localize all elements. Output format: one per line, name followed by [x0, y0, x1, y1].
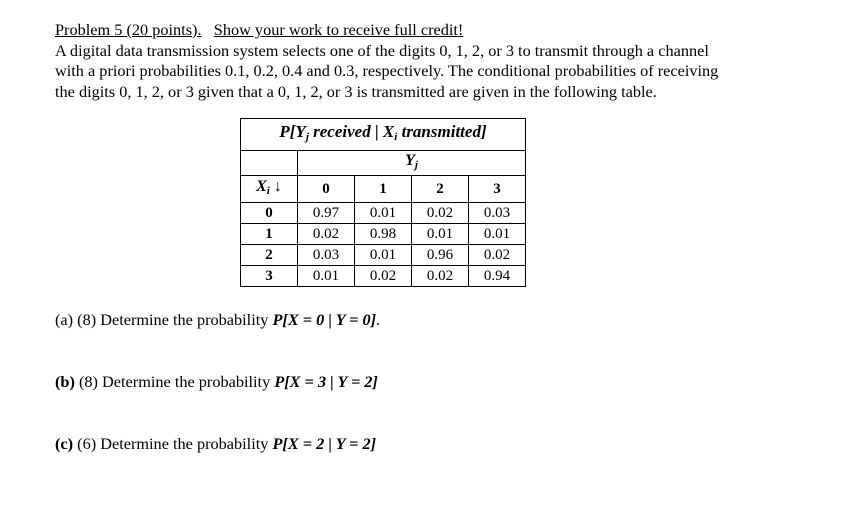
table-title: $P[Y_j$ received | $X_i$ transmitted]	[241, 119, 526, 151]
table-column-header: 2	[412, 176, 469, 203]
question-label: (b)	[55, 372, 75, 391]
problem-text-line-1: A digital data transmission system selects one of the digits 0, 1, 2, or 3 to transmit through a channel	[55, 40, 709, 60]
table-column-header-row	[241, 176, 526, 203]
table-cell: 0.02	[298, 224, 355, 245]
table-row	[241, 266, 526, 287]
table-title-row	[241, 119, 526, 151]
table-cell: 0.01	[412, 224, 469, 245]
question-text: (8) Determine the probability	[78, 372, 271, 391]
problem-text-line-2: with a priori probabilities 0.1, 0.2, 0.4 and 0.3, respectively. The conditional probabilities of receiving	[55, 61, 719, 80]
table-cell: 0.02	[355, 266, 412, 287]
question-expression: P[X = 0 | Y = 0]	[272, 310, 377, 329]
problem-heading: Problem 5 (20 points).	[55, 20, 202, 39]
table-cell: 0.02	[412, 203, 469, 224]
problem-text-line-3: the digits 0, 1, 2, or 3 given that a 0, 1, 2, or 3 is transmitted are given in the following table.	[55, 81, 657, 101]
table-cell: 0.01	[355, 203, 412, 224]
question-c	[55, 434, 376, 454]
problem-instruction: Show your work to receive full credit!	[213, 20, 464, 39]
table-cell: 0.97	[298, 203, 355, 224]
table-column-header: 1	[355, 176, 412, 203]
question-label: (a)	[55, 310, 74, 329]
table-x-label: $X_i$ ↓	[241, 176, 298, 203]
table-row-header: 1	[241, 224, 298, 245]
question-text: (8) Determine the probability	[77, 310, 269, 329]
table-cell: 0.03	[298, 245, 355, 266]
question-expression: P[X = 3 | Y = 2]	[274, 372, 378, 391]
table-cell: 0.96	[412, 245, 469, 266]
table-cell: 0.02	[469, 245, 526, 266]
table-row	[241, 245, 526, 266]
question-b	[55, 372, 378, 392]
table-corner-cell	[241, 151, 298, 176]
question-end: .	[376, 310, 381, 329]
table-cell: 0.02	[412, 266, 469, 287]
table-cell: 0.03	[469, 203, 526, 224]
question-a	[55, 310, 380, 330]
table-cell: 0.01	[298, 266, 355, 287]
question-label: (c)	[55, 434, 74, 453]
table-row-header: 0	[241, 203, 298, 224]
question-expression: P[X = 2 | Y = 2]	[272, 434, 377, 453]
table-row-header: 2	[241, 245, 298, 266]
table-row	[241, 203, 526, 224]
problem-statement	[55, 20, 855, 102]
table-row	[241, 224, 526, 245]
probability-table	[240, 118, 526, 287]
probability-table-wrapper	[240, 118, 526, 287]
table-cell: 0.94	[469, 266, 526, 287]
table-cell: 0.98	[355, 224, 412, 245]
table-column-header: 3	[469, 176, 526, 203]
table-y-header-row	[241, 151, 526, 176]
table-row-header: 3	[241, 266, 298, 287]
problem-heading-line	[55, 20, 855, 41]
table-cell: 0.01	[355, 245, 412, 266]
table-y-label: $Y_j$	[298, 151, 526, 176]
question-text: (6) Determine the probability	[77, 434, 269, 453]
down-arrow-icon: ↓	[273, 178, 282, 195]
table-column-header: 0	[298, 176, 355, 203]
table-cell: 0.01	[469, 224, 526, 245]
